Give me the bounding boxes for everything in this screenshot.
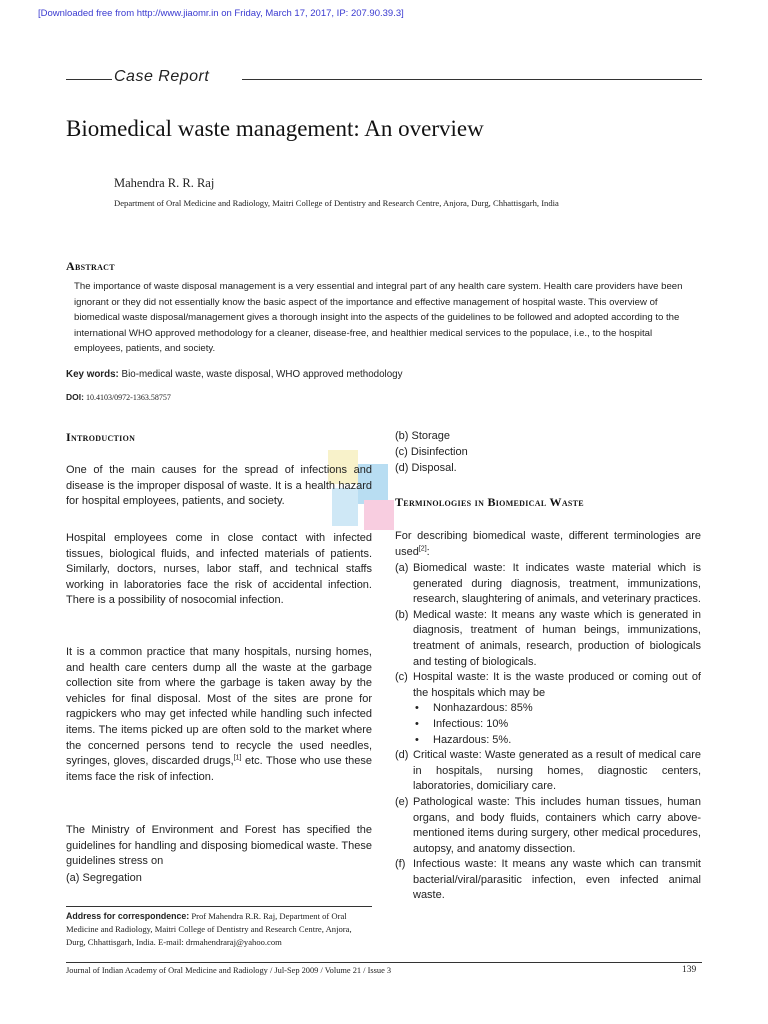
definition-label: (c) bbox=[395, 671, 408, 684]
intro-p3-text-before: It is a common practice that many hospitals, nursing homes, and health care centers dump all the waste at the garbage collection site from where the garbage is taken away by the vehicles for final disposal. Most of the sites are prone for ragpickers who may get infected while handling such infected items. The items picked up are often sold to the market where the concerned persons tend to recycle the used needles, syringes, gloves, discarded drugs, bbox=[66, 646, 372, 768]
intro-paragraph-4: The Ministry of Environment and Forest has specified the guidelines for handling and disposing biomedical waste. These guidelines stress on bbox=[66, 824, 372, 868]
definition-text: Hospital waste: It is the waste produced or coming out of the hospitals which may be bbox=[413, 671, 701, 699]
definition-critical-waste bbox=[395, 748, 701, 795]
journal-citation: Journal of Indian Academy of Oral Medicine and Radiology / Jul-Sep 2009 / Volume 21 / Issue 3 bbox=[66, 966, 392, 975]
term-intro-after: : bbox=[426, 545, 430, 558]
correspondence-divider bbox=[66, 906, 372, 907]
term-intro-before: For describing biomedical waste, different terminologies are used bbox=[395, 530, 701, 558]
doi-value: 10.4103/0972-1363.58757 bbox=[83, 393, 171, 402]
citation-ref-2[interactable]: [2] bbox=[418, 544, 427, 552]
guideline-item-storage: (b) Storage bbox=[395, 430, 451, 442]
introduction-heading: Introduction bbox=[66, 430, 136, 444]
author-affiliation: Department of Oral Medicine and Radiology, Maitri College of Dentistry and Research Centre, Anjora, Durg, Chhattisgarh, India bbox=[114, 198, 559, 208]
terminologies-heading: Terminologies in Biomedical Waste bbox=[395, 495, 584, 509]
terminologies-intro bbox=[395, 529, 701, 560]
definition-infectious-waste bbox=[395, 857, 701, 904]
citation-ref-1[interactable]: [1] bbox=[233, 754, 242, 762]
correspondence-address bbox=[66, 910, 372, 949]
guideline-item-segregation: (a) Segregation bbox=[66, 872, 142, 884]
intro-paragraph-3 bbox=[66, 645, 372, 785]
definition-label: (e) bbox=[395, 795, 409, 808]
keywords bbox=[66, 369, 403, 380]
correspondence-text: Prof Mahendra R.R. Raj, Department of Oral Medicine and Radiology, Maitri College of Dentistry and Research Centre, Anjora, Durg, Chhattisgarh, India. E-mail: drmahendraraj@yahoo.com bbox=[66, 911, 352, 947]
definition-hospital-waste bbox=[395, 670, 701, 701]
definition-text: Infectious waste: It means any waste which can transmit bacterial/viral/parasitic infection, even infected animal waste. bbox=[413, 858, 701, 902]
hospital-waste-breakdown bbox=[395, 701, 701, 748]
intro-paragraph-1: One of the main causes for the spread of infections and disease is the improper disposal of waste. It is a health hazard for hospital employees, patients, and society. bbox=[66, 464, 372, 508]
doi bbox=[66, 392, 171, 402]
article-type-label: Case Report bbox=[114, 68, 210, 85]
definition-biomedical-waste bbox=[395, 561, 701, 608]
definition-medical-waste bbox=[395, 608, 701, 670]
guideline-list-continued bbox=[395, 428, 468, 476]
guideline-item-disposal: (d) Disposal. bbox=[395, 462, 457, 474]
bullet-hazardous: • Hazardous: 5%. bbox=[433, 733, 701, 749]
article-type-banner bbox=[66, 68, 702, 88]
bullet-infectious: • Infectious: 10% bbox=[433, 717, 701, 733]
intro-paragraph-2: Hospital employees come in close contact with infected tissues, biological fluids, and infected materials of patients. Similarly, doctors, nurses, labor staff, and technical staffs working in laboratories face the risk of accidental infection. There is a possibility of nosocomial infection. bbox=[66, 532, 372, 607]
bullet-nonhazardous: • Nonhazardous: 85% bbox=[433, 701, 701, 717]
definition-text: Critical waste: Waste generated as a result of medical care in hospitals, nursing homes, diagnostic centers, laboratories, domiciliary care. bbox=[413, 749, 701, 793]
intro-p3-text-after: etc. Those who use these items face the risk of infection. bbox=[66, 755, 372, 783]
keywords-label: Key words: bbox=[66, 369, 119, 380]
abstract-heading: Abstract bbox=[66, 259, 115, 273]
definition-text: Pathological waste: This includes human tissues, human organs, and body fluids, containers which carry above-mentioned items during surgery, other medical procedures, autopsy, and anatomy dissection. bbox=[413, 795, 701, 855]
definition-text: Biomedical waste: It indicates waste material which is generated during diagnosis, treatment, immunizations, research, slaughtering of animals, and veterinary practices. bbox=[413, 562, 701, 606]
correspondence-label: Address for correspondence: bbox=[66, 911, 190, 921]
definition-pathological-waste bbox=[395, 795, 701, 857]
definition-label: (d) bbox=[395, 749, 409, 762]
banner-rule-right bbox=[242, 79, 702, 80]
definition-text: Medical waste: It means any waste which is generated in diagnosis, treatment of human beings, immunizations, treatment of animals, research, production of biologicals and testing of biologicals. bbox=[413, 608, 701, 668]
definition-label: (f) bbox=[395, 858, 406, 871]
guideline-item-disinfection: (c) Disinfection bbox=[395, 446, 468, 458]
definition-label: (a) bbox=[395, 562, 409, 574]
page-number: 139 bbox=[682, 965, 697, 975]
banner-rule-left bbox=[66, 79, 112, 80]
author-name: Mahendra R. R. Raj bbox=[114, 176, 215, 190]
download-notice: [Downloaded free from http://www.jiaomr.in on Friday, March 17, 2017, IP: 207.90.39.3] bbox=[38, 8, 404, 19]
doi-label: DOI: bbox=[66, 392, 84, 402]
abstract-text: The importance of waste disposal management is a very essential and integral part of any health care system. Health care providers have been ignorant or they did not essentially know the basic aspect of the importance and effective management of hospital waste. This overview of biomedical waste disposal/management gives a thorough insight into the aspects of the guidelines to be followed and adopted according to the international WHO approved methodology for a cleaner, disease-free, and healthier medical services to the populace, i.e., to the hospital employees, patients, and society. bbox=[74, 281, 683, 355]
footer-divider bbox=[66, 962, 702, 963]
terminology-definitions bbox=[395, 561, 701, 904]
article-title: Biomedical waste management: An overview bbox=[66, 116, 484, 141]
keywords-text: Bio-medical waste, waste disposal, WHO approved methodology bbox=[118, 369, 403, 380]
definition-label: (b) bbox=[395, 608, 409, 621]
